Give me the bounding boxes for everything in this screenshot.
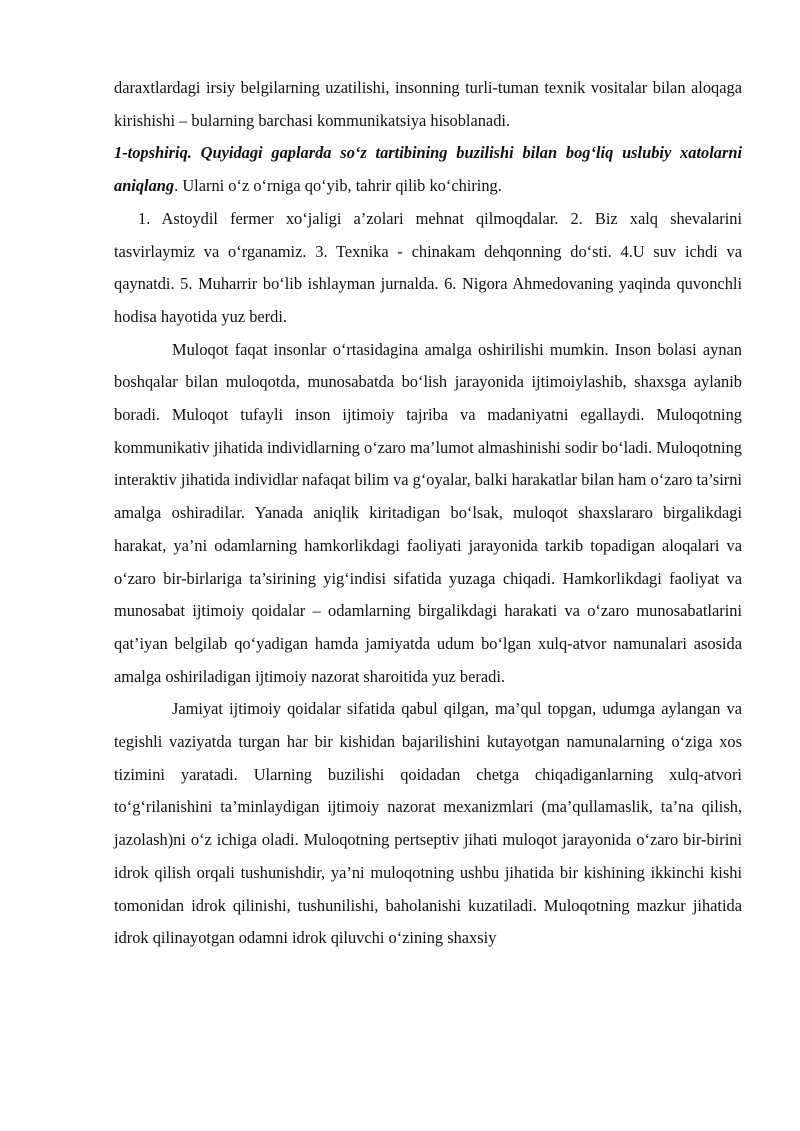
document-page xyxy=(114,72,742,955)
task-paragraph xyxy=(114,137,742,202)
intro-paragraph: daraxtlardagi irsiy belgilarning uzatilishi, insonning turli-tuman texnik vositalar bilan aloqaga kirishishi – bularning barchasi kommunikatsiya hisoblanadi. xyxy=(114,78,742,130)
body-paragraph-1: Muloqot faqat insonlar o‘rtasidagina amalga oshirilishi mumkin. Inson bolasi aynan boshqalar bilan muloqotda, munosabatda bo‘lish jarayonida ijtimoiylashib, shaxsga aylanib boradi. Muloqot tufayli inson ijtimoiy tajriba va madaniyatni egallaydi. Muloqotning kommunikativ jihatida individlarning o‘zaro ma’lumot almashinishi sodir bo‘ladi. Muloqotning interaktiv jihatida individlar nafaqat bilim va g‘oyalar, balki harakatlar bilan ham o‘zaro ta’sirni amalga oshiradilar. Yanada aniqlik kiritadigan bo‘lsak, muloqot shaxslararo birgalikdagi harakat, ya’ni odamlarning hamkorlikdagi faoliyati jarayonida tarkib topadigan aloqalari va o‘zaro bir-birlariga ta’sirining yig‘indisi sifatida yuzaga chiqadi. Hamkorlikdagi faoliyat va munosabat ijtimoiy qoidalar – odamlarning birgalikdagi harakati va o‘zaro munosabatlarini qat’iyan belgilab qo‘yadigan hamda jamiyatda udum bo‘lgan xulq-atvor namunalari asosida amalga oshiriladigan ijtimoiy nazorat sharoitida yuz beradi. xyxy=(114,339,742,686)
body-paragraph-2: Jamiyat ijtimoiy qoidalar sifatida qabul qilgan, ma’qul topgan, udumga aylangan va tegishli vaziyatda turgan har bir kishidan bajarilishini kutayotgan namunalarning o‘ziga xos tizimini yaratadi. Ularning buzilishi qoidadan chetga chiqadiganlarning xulq-atvori to‘g‘rilanishini ta’minlaydigan ijtimoiy nazorat mexanizmlari (ma’qullamaslik, ta’na qilish, jazolash)ni o‘z ichiga oladi. Muloqotning pertseptiv jihati muloqot jarayonida o‘zaro bir-birini idrok qilish orqali tushunishdir, ya’ni muloqotning ushbu jihatida bir kishining ikkinchi kishi tomonidan idrok qilinishi, tushunilishi, baholanishi kuzatiladi. Muloqotning mazkur jihatida idrok qilinayotgan odamni idrok qiluvchi o‘zining shaxsiy xyxy=(114,699,742,948)
task-title: 1-topshiriq. Quyidagi gaplarda so‘z tartibining buzilishi bilan bog‘liq uslubiy xatolarni aniqlang xyxy=(114,143,742,196)
exercise-sentences: 1. Astoydil fermer xo‘jaligi a’zolari mehnat qilmoqdalar. 2. Biz xalq shevalarini tasvirlaymiz va o‘rganamiz. 3. Texnika - chinakam dehqonning do‘sti. 4.U suv ichdi va qaynatdi. 5. Muharrir bo‘lib ishlayman jurnalda. 6. Nigora Ahmedovaning yaqinda quvonchli hodisa hayotida yuz berdi. xyxy=(114,208,742,326)
task-instruction: . Ularni o‘z o‘rniga qo‘yib, tahrir qilib ko‘chiring. xyxy=(174,176,502,196)
